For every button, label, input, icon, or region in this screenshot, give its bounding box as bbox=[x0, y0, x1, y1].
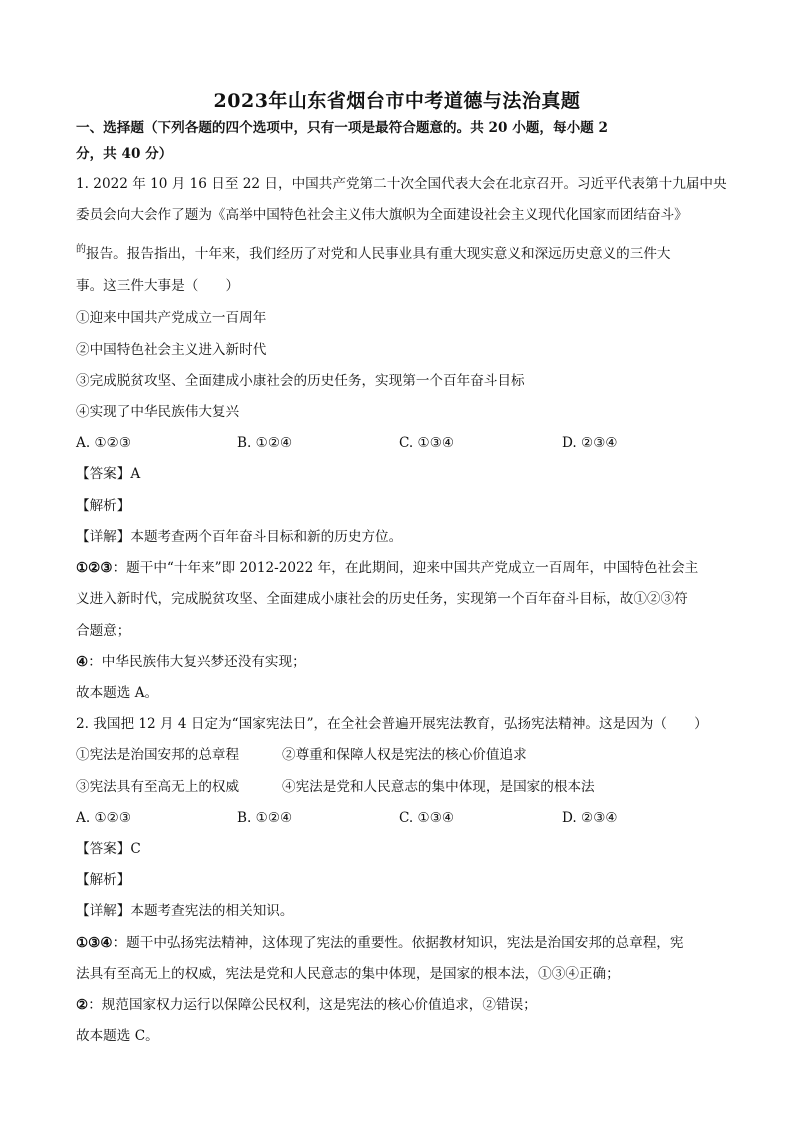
q1-exp-head: ①②③ bbox=[76, 560, 113, 576]
q2-option-b: B. ①②④ bbox=[237, 810, 293, 826]
section-heading: 一、选择题（下列各题的四个选项中，只有一项是最符合题意的。共 20 小题，每小题 2 bbox=[76, 120, 608, 136]
q2-detail: 【详解】本题考查宪法的相关知识。 bbox=[76, 903, 294, 919]
q1-mark: 的 bbox=[76, 244, 86, 255]
q2-item: ②尊重和保障人权是宪法的核心价值追求 bbox=[282, 747, 527, 763]
q1-explanation bbox=[76, 652, 306, 672]
q1-exp-text: ：题干中“十年来”即 2012-2022 年，在此期间，迎来中国共产党成立一百周年，中国特色社会主 bbox=[112, 560, 699, 576]
q1-item: ②中国特色社会主义进入新时代 bbox=[76, 342, 267, 358]
q2-option-c: C. ①③④ bbox=[399, 810, 455, 826]
q1-explanation: 合题意； bbox=[76, 623, 131, 639]
q2-item: ①宪法是治国安邦的总章程 bbox=[76, 747, 240, 763]
q2-option-d: D. ②③④ bbox=[562, 810, 618, 826]
q1-option-b: B. ①②④ bbox=[237, 435, 293, 451]
q1-explanation: 义进入新时代，完成脱贫攻坚、全面建成小康社会的历史任务，实现第一个百年奋斗目标，故①②③符 bbox=[76, 591, 688, 607]
q2-exp-head: ② bbox=[76, 997, 89, 1013]
q1-stem-line: 1. 2022 年 10 月 16 日至 22 日，中国共产党第二十次全国代表大会在北京召开。习近平代表第十九届中央 bbox=[76, 176, 727, 192]
q2-item: ③宪法具有至高无上的权威 bbox=[76, 779, 240, 795]
q2-explanation bbox=[76, 995, 537, 1015]
q2-exp-text: ：题干中弘扬宪法精神，这体现了宪法的重要性。依据教材知识，宪法是治国安邦的总章程，宪 bbox=[112, 935, 684, 951]
q2-item: ④宪法是党和人民意志的集中体现，是国家的根本法 bbox=[282, 779, 595, 795]
q1-option-d: D. ②③④ bbox=[562, 435, 618, 451]
q1-option-a: A. ①②③ bbox=[76, 435, 132, 451]
q1-option-c: C. ①③④ bbox=[399, 435, 455, 451]
q1-item: ①迎来中国共产党成立一百周年 bbox=[76, 310, 267, 326]
q2-exp-head: ①③④ bbox=[76, 935, 113, 951]
q1-answer: 【答案】A bbox=[76, 466, 141, 482]
q2-analysis: 【解析】 bbox=[76, 872, 131, 888]
q2-explanation: 法具有至高无上的权威，宪法是党和人民意志的集中体现，是国家的根本法，①③④正确； bbox=[76, 966, 620, 982]
q1-analysis: 【解析】 bbox=[76, 498, 131, 514]
q1-stem-text: 报告。报告指出，十年来，我们经历了对党和人民事业具有重大现实意义和深远历史意义的三件大 bbox=[86, 246, 671, 262]
section-heading-cont: 分，共 40 分） bbox=[76, 146, 173, 162]
q2-explanation bbox=[76, 933, 684, 953]
q2-conclusion: 故本题选 C。 bbox=[76, 1028, 159, 1044]
q1-detail: 【详解】本题考查两个百年奋斗目标和新的历史方位。 bbox=[76, 529, 403, 545]
q2-stem-line: 2. 我国把 12 月 4 日定为“国家宪法日”，在全社会普遍开展宪法教育，弘扬宪法精神。这是因为（ ） bbox=[76, 716, 708, 732]
q1-exp-head: ④ bbox=[76, 654, 89, 670]
q1-item: ③完成脱贫攻坚、全面建成小康社会的历史任务，实现第一个百年奋斗目标 bbox=[76, 373, 525, 389]
q2-answer: 【答案】C bbox=[76, 841, 141, 857]
page-title: 2023年山东省烟台市中考道德与法治真题 bbox=[213, 90, 581, 112]
q1-exp-text: ：中华民族伟大复兴梦还没有实现； bbox=[88, 654, 306, 670]
q1-stem-line: 事。这三件大事是（ ） bbox=[76, 278, 240, 294]
q1-item: ④实现了中华民族伟大复兴 bbox=[76, 404, 240, 420]
q1-conclusion: 故本题选 A。 bbox=[76, 685, 159, 701]
q2-exp-text: ：规范国家权力运行以保障公民权利，这是宪法的核心价值追求，②错误； bbox=[88, 997, 537, 1013]
q1-explanation bbox=[76, 558, 698, 578]
q1-stem-line: 委员会向大会作了题为《高举中国特色社会主义伟大旗帜为全面建设社会主义现代化国家而团结奋斗》 bbox=[76, 207, 688, 223]
q2-option-a: A. ①②③ bbox=[76, 810, 132, 826]
q1-stem-line bbox=[76, 244, 671, 266]
